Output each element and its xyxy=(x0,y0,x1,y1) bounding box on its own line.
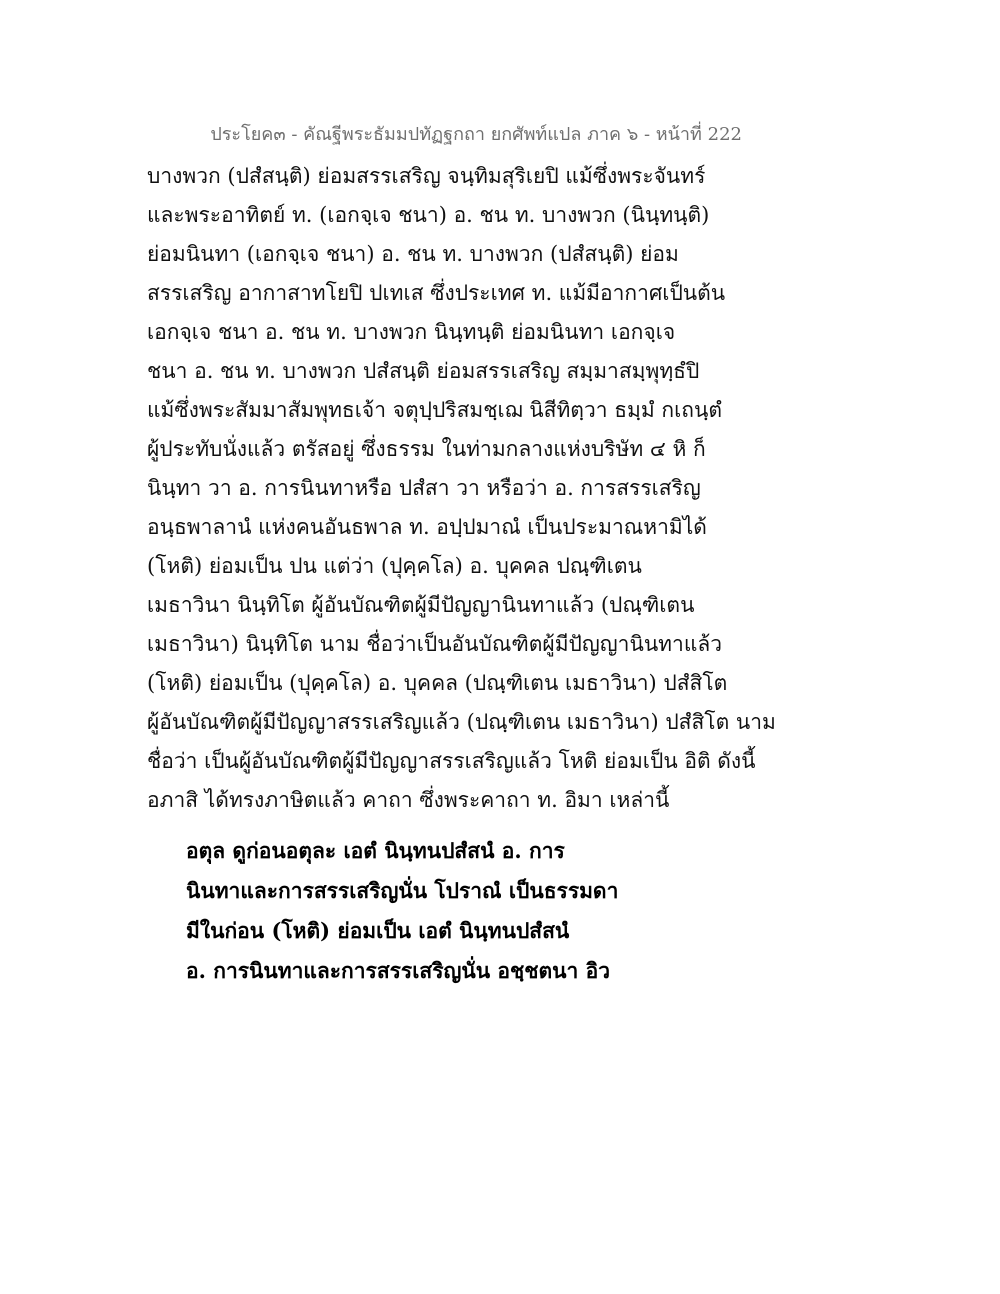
text-line: นินฺทา วา อ. การนินทาหรือ ปสํสา วา หรือว่า อ. การสรรเสริญ xyxy=(147,476,701,500)
body-paragraph xyxy=(147,157,776,820)
text-line: และพระอาทิตย์ ท. (เอกจฺเจ ชนา) อ. ชน ท. บางพวก (นินฺทนฺติ) xyxy=(147,203,710,227)
verse-line: นินทาและการสรรเสริญนั่น โปราณํ เป็นธรรมดา xyxy=(186,878,619,903)
running-header: ประโยค๓ - คัณฐีพระธัมมปทัฏฐกถา ยกศัพท์แปล ภาค ๖ - หน้าที่ 222 xyxy=(210,124,742,145)
verse-line: อ. การนินทาและการสรรเสริญนั่น อชฺชตนา อิว xyxy=(186,958,611,983)
text-line: อภาสิ ได้ทรงภาษิตแล้ว คาถา ซึ่งพระคาถา ท. อิมา เหล่านี้ xyxy=(147,788,670,812)
text-line: เมธาวินา นินฺทิโต ผู้อันบัณฑิตผู้มีปัญญานินทาแล้ว (ปณฺฑิเตน xyxy=(147,593,695,617)
text-line: (โหติ) ย่อมเป็น (ปุคฺคโล) อ. บุคคล (ปณฺฑิเตน เมธาวินา) ปสํสิโต xyxy=(147,671,728,695)
verse-block xyxy=(186,831,686,991)
text-line: เมธาวินา) นินฺทิโต นาม ชื่อว่าเป็นอันบัณฑิตผู้มีปัญญานินทาแล้ว xyxy=(147,632,723,656)
text-line: เอกจฺเจ ชนา อ. ชน ท. บางพวก นินฺทนฺติ ย่อมนินทา เอกจฺเจ xyxy=(147,320,676,344)
text-line: แม้ซึ่งพระสัมมาสัมพุทธเจ้า จตุปฺปริสมชฺเฌ นิสีทิตฺวา ธมฺมํ กเถนฺตํ xyxy=(147,398,722,422)
verse-line: มีในก่อน (โหติ) ย่อมเป็น เอตํ นินฺทนปสํสนํ xyxy=(186,918,570,943)
text-line: อนฺธพาลานํ แห่งคนอันธพาล ท. อปฺปมาณํ เป็นประมาณหามิได้ xyxy=(147,515,707,539)
verse-line: อตุล ดูก่อนอตุละ เอตํ นินฺทนปสํสนํ อ. การ xyxy=(186,838,565,863)
text-line: ผู้อันบัณฑิตผู้มีปัญญาสรรเสริญแล้ว (ปณฺฑิเตน เมธาวินา) ปสํสิโต นาม xyxy=(147,710,776,734)
text-line: ชื่อว่า เป็นผู้อันบัณฑิตผู้มีปัญญาสรรเสริญแล้ว โหติ ย่อมเป็น อิติ ดังนี้ xyxy=(147,749,756,773)
text-line: ผู้ประทับนั่งแล้ว ตรัสอยู่ ซึ่งธรรม ในท่ามกลางแห่งบริษัท ๔ หิ ก็ xyxy=(147,437,706,461)
text-line: สรรเสริญ อากาสาทโยปิ ปเทเส ซึ่งประเทศ ท. แม้มีอากาศเป็นต้น xyxy=(147,281,726,305)
text-line: (โหติ) ย่อมเป็น ปน แต่ว่า (ปุคฺคโล) อ. บุคคล ปณฺฑิเตน xyxy=(147,554,642,578)
text-line: บางพวก (ปสํสนฺติ) ย่อมสรรเสริญ จนฺทิมสุริเยปิ แม้ซึ่งพระจันทร์ xyxy=(147,164,706,188)
text-line: ชนา อ. ชน ท. บางพวก ปสํสนฺติ ย่อมสรรเสริญ สมฺมาสมฺพุทฺธํปิ xyxy=(147,359,700,383)
text-line: ย่อมนินทา (เอกจฺเจ ชนา) อ. ชน ท. บางพวก (ปสํสนฺติ) ย่อม xyxy=(147,242,679,266)
